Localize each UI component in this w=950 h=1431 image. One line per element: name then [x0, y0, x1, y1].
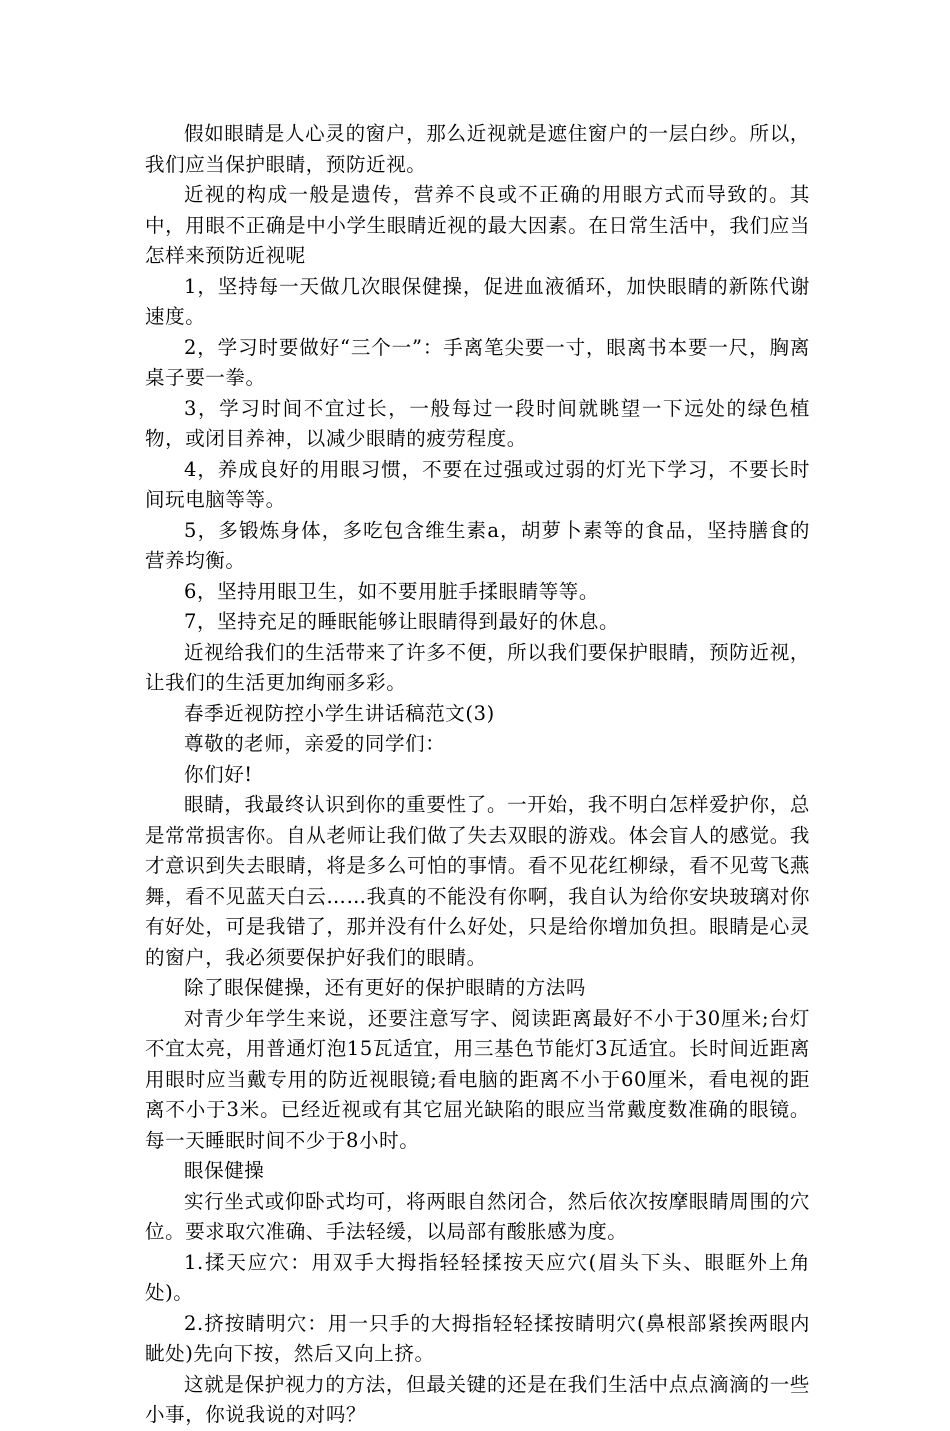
list-item: 5，多锻炼身体，多吃包含维生素a，胡萝卜素等的食品，坚持膳食的营养均衡。: [145, 518, 810, 572]
paragraph: 近视给我们的生活带来了许多不便，所以我们要保护眼睛，预防近视，让我们的生活更加绚丽多彩。: [145, 640, 810, 694]
list-item: 2，学习时要做好“三个一”：手离笔尖要一寸，眼离书本要一尺，胸离桌子要一拳。: [145, 335, 810, 389]
list-item: 3，学习时间不宜过长，一般每过一段时间就眺望一下远处的绿色植物，或闭目养神，以减少眼睛的疲劳程度。: [145, 396, 810, 450]
section-title: 春季近视防控小学生讲话稿范文(3): [184, 701, 495, 725]
paragraph: 近视的构成一般是遗传，营养不良或不正确的用眼方式而导致的。其中，用眼不正确是中小学生眼睛近视的最大因素。在日常生活中，我们应当怎样来预防近视呢: [145, 183, 810, 267]
greeting: 你们好!: [184, 762, 253, 786]
list-item: 1.揉天应穴：用双手大拇指轻轻揉按天应穴(眉头下头、眼眶外上角处)。: [145, 1250, 810, 1304]
list-item: 1，坚持每一天做几次眼保健操，促进血液循环，加快眼睛的新陈代谢速度。: [145, 274, 810, 328]
paragraph: 除了眼保健操，还有更好的保护眼睛的方法吗: [184, 976, 587, 999]
document-body: [145, 119, 810, 1431]
paragraph: 这就是保护视力的方法，但最关键的还是在我们生活中点点滴滴的一些小事，你说我说的对吗？: [145, 1372, 810, 1426]
list-item: 2.挤按睛明穴：用一只手的大拇指轻轻揉按睛明穴(鼻根部紧挨两眼内眦处)先向下按，然后又向上挤。: [145, 1311, 810, 1365]
subheading: 眼保健操: [184, 1159, 265, 1182]
salutation: 尊敬的老师，亲爱的同学们：: [184, 732, 446, 755]
paragraph: 实行坐式或仰卧式均可，将两眼自然闭合，然后依次按摩眼睛周围的穴位。要求取穴准确、手法轻缓，以局部有酸胀感为度。: [145, 1189, 810, 1243]
list-item: 6，坚持用眼卫生，如不要用脏手揉眼睛等等。: [184, 579, 600, 603]
list-item: 4，养成良好的用眼习惯，不要在过强或过弱的灯光下学习，不要长时间玩电脑等等。: [145, 457, 810, 511]
paragraph: 对青少年学生来说，还要注意写字、阅读距离最好不小于30厘米;台灯不宜太亮，用普通灯泡15瓦适宜，用三基色节能灯3瓦适宜。长时间近距离用眼时应当戴专用的防近视眼镜;看电脑的距离不小于60厘米，看电视的距离不小于3米。已经近视或有其它屈光缺陷的眼应当常戴度数准确的眼镜。每一天睡眠时间不少于8小时。: [145, 1006, 810, 1152]
paragraph: 眼睛，我最终认识到你的重要性了。一开始，我不明白怎样爱护你，总是常常损害你。自从老师让我们做了失去双眼的游戏。体会盲人的感觉。我才意识到失去眼睛，将是多么可怕的事情。看不见花红柳绿，看不见莺飞燕舞，看不见蓝天白云……我真的不能没有你啊，我自认为给你安块玻璃对你有好处，可是我错了，那并没有什么好处，只是给你增加负担。眼睛是心灵的窗户，我必须要保护好我们的眼睛。: [145, 793, 810, 969]
paragraph: 假如眼睛是人心灵的窗户，那么近视就是遮住窗户的一层白纱。所以，我们应当保护眼睛，预防近视。: [145, 122, 810, 176]
list-item: 7，坚持充足的睡眠能够让眼睛得到最好的休息。: [184, 610, 620, 633]
